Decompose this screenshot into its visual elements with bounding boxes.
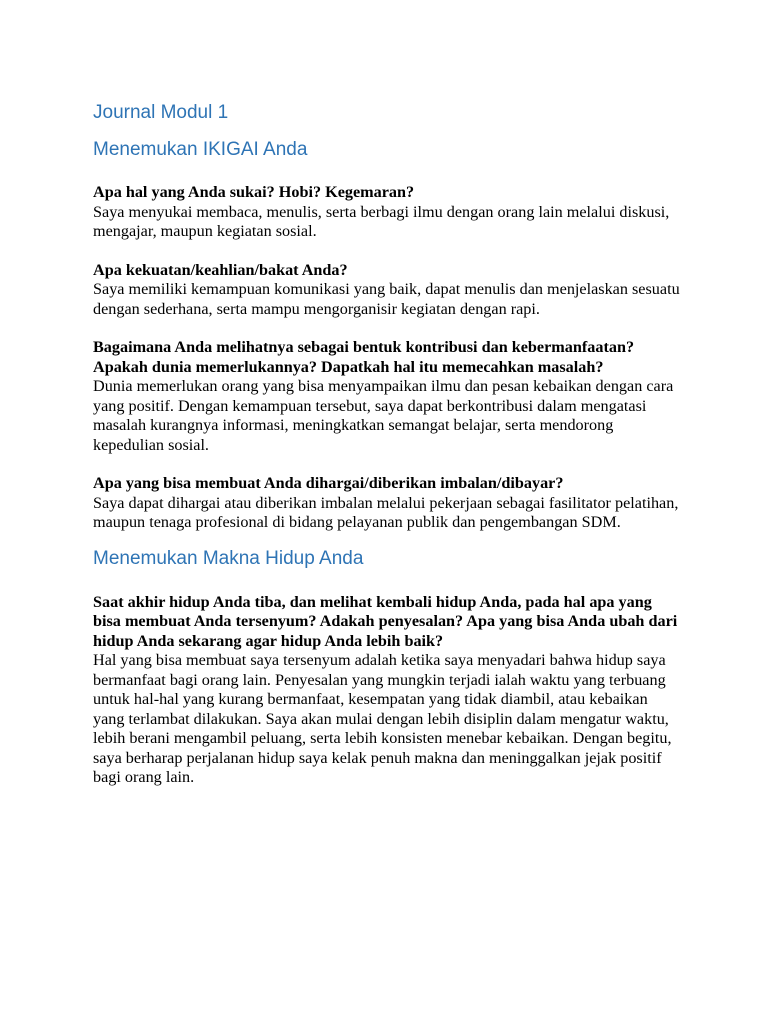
document-body [93, 101, 683, 807]
qa-item-strengths [93, 261, 683, 320]
answer-text: Saya dapat dihargai atau diberikan imbalan melalui pekerjaan sebagai fasilitator pelatihan, maupun tenaga profesional di bidang pelayanan publik dan pengembangan SDM. [93, 493, 679, 531]
section-heading-meaning: Menemukan Makna Hidup Anda [93, 547, 364, 569]
question-text: Apa hal yang Anda sukai? Hobi? Kegemaran? [93, 183, 415, 201]
answer-text: Saya memiliki kemampuan komunikasi yang baik, dapat menulis dan menjelaskan sesuatu dengan sederhana, serta mampu mengorganisir kegiatan dengan rapi. [93, 280, 680, 318]
qa-item-reward [93, 474, 683, 533]
document-title: Journal Modul 1 [93, 102, 229, 123]
question-text: Bagaimana Anda melihatnya sebagai bentuk kontribusi dan kebermanfaatan? Apakah dunia memerlukannya? Dapatkah hal itu memecahkan masalah? [93, 338, 635, 376]
question-text: Saat akhir hidup Anda tiba, dan melihat kembali hidup Anda, pada hal apa yang bisa membuat Anda tersenyum? Adakah penyesalan? Apa yang bisa Anda ubah dari hidup Anda sekarang agar hidup Anda lebih baik? [93, 592, 678, 650]
question-text: Apa yang bisa membuat Anda dihargai/diberikan imbalan/dibayar? [93, 474, 564, 492]
qa-item-contribution [93, 338, 683, 455]
answer-text: Hal yang bisa membuat saya tersenyum adalah ketika saya menyadari bahwa hidup saya bermanfaat bagi orang lain. Penyesalan yang mungkin terjadi ialah waktu yang terbuang untuk hal-hal yang kurang bermanfaat, kesempatan yang tidak diambil, atau kebaikan yang terlambat dilakukan. Saya akan mulai dengan lebih disiplin dalam mengatur waktu, lebih berani mengambil peluang, serta lebih konsisten menebar kebaikan. Dengan begitu, saya berharap perjalanan hidup saya kelak penuh makna dan meninggalkan jejak positif bagi orang lain. [93, 651, 672, 786]
qa-item-life-reflection [93, 593, 683, 788]
answer-text: Dunia memerlukan orang yang bisa menyampaikan ilmu dan pesan kebaikan dengan cara yang positif. Dengan kemampuan tersebut, saya dapat berkontribusi dalam mengatasi masalah kurangnya informasi, meningkatkan semangat belajar, serta mendorong kepedulian sosial. [93, 377, 674, 454]
qa-item-hobbies [93, 183, 683, 242]
answer-text: Saya menyukai membaca, menulis, serta berbagi ilmu dengan orang lain melalui diskusi, mengajar, maupun kegiatan sosial. [93, 202, 670, 240]
question-text: Apa kekuatan/keahlian/bakat Anda? [93, 260, 348, 279]
section-heading-ikigai: Menemukan IKIGAI Anda [93, 139, 308, 160]
